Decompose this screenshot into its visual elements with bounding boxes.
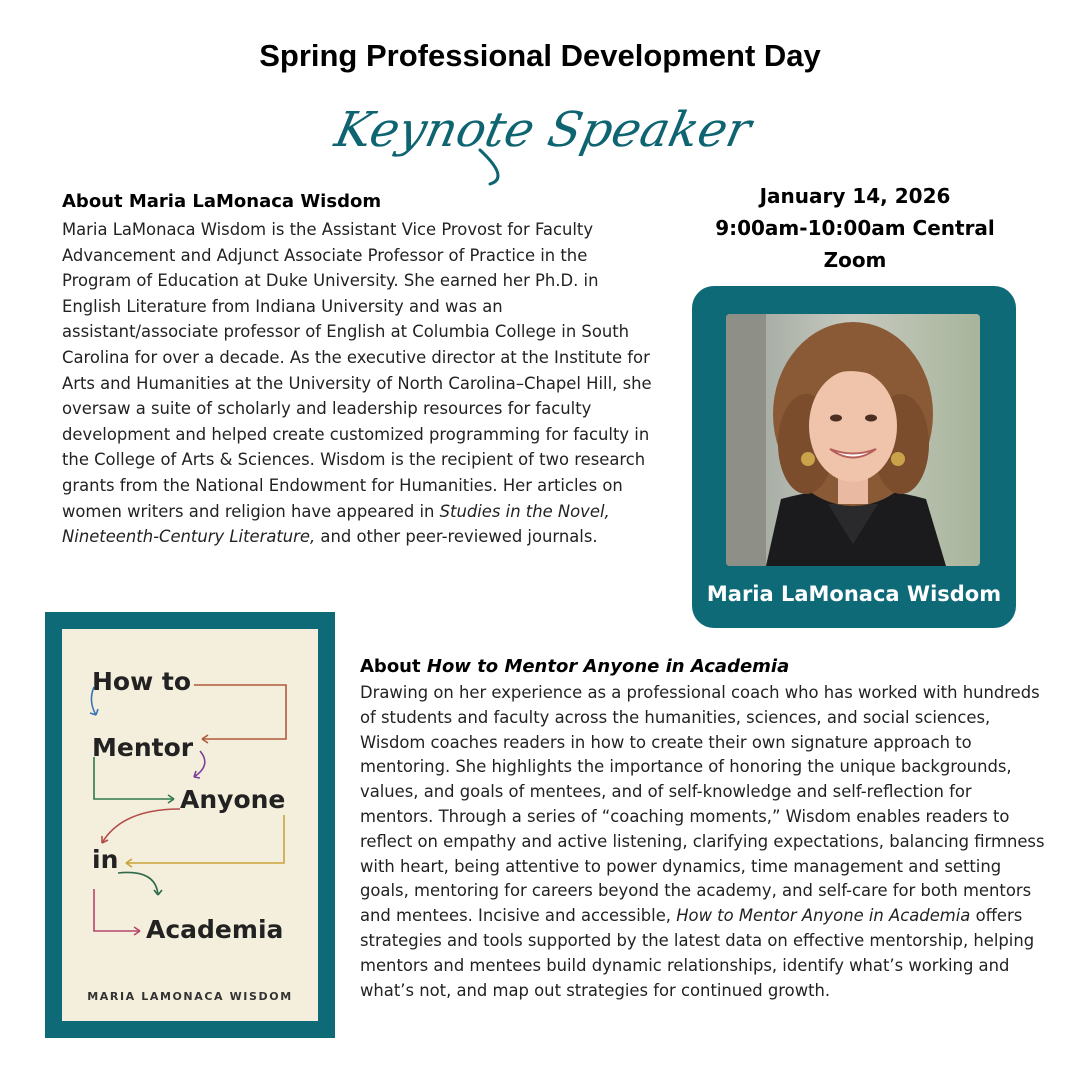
book-word-anyone: Anyone — [180, 785, 286, 814]
bio-main: Maria LaMonaca Wisdom is the Assistant Vice Provost for Faculty Advancement and Adjunct Associate Professor of Practice in the Program of Education at Duke University. She earned her Ph.D. in English Literature from Indiana University and was an assistant/associate professor of English at Columbia College in South Carolina for over a decade. As the executive director at the Institute for Arts and Humanities at the University of North Carolina–Chapel Hill, she oversaw a suite of scholarly and leadership resources for faculty development and helped create customized programming for faculty in the College of Arts & Sciences. Wisdom is the recipient of two research grants from the National Endowment for Humanities. Her articles on women writers and religion have appeared in — [62, 220, 652, 521]
keynote-speaker-script-title — [330, 88, 756, 188]
book-word-in: in — [92, 845, 119, 874]
about-speaker-heading: About Maria LaMonaca Wisdom — [62, 191, 382, 212]
book-author: MARIA LAMONACA WISDOM — [87, 990, 293, 1003]
speaker-photo-card — [692, 286, 1016, 628]
keynote-speaker-text: Keynote Speaker — [330, 102, 756, 158]
speaker-photo — [726, 314, 980, 566]
page-title: Spring Professional Development Day — [259, 38, 821, 73]
book-desc-start: Drawing on her experience as a professional coach who has worked with hundreds of students and faculty across the humanities, sciences, and social sciences, Wisdom coaches readers in how to create their own signature approach to mentoring. She highlights the importance of honoring the unique backgrounds, values, and goals of mentees, and of self-knowledge and self-reflection for mentors. Through a series of “coaching moments,” Wisdom enables readers to reflect on empathy and active listening, clarifying expectations, balancing firmness with heart, being attentive to power dynamics, time management and setting goals, mentoring for careers beyond the academy, and self-care for both mentors and mentees. Incisive and accessible, — [360, 683, 1045, 926]
event-time: 9:00am-10:00am Central — [715, 216, 995, 240]
event-location: Zoom — [823, 248, 887, 272]
about-book-heading — [360, 656, 789, 677]
bio-end: and other peer-reviewed journals. — [315, 527, 598, 547]
about-book-heading-prefix: About — [360, 656, 427, 677]
book-word-how-to: How to — [92, 667, 192, 696]
book-cover — [62, 629, 318, 1021]
book-word-academia: Academia — [146, 915, 284, 944]
book-cover-frame — [45, 612, 335, 1038]
speaker-bio — [62, 217, 652, 550]
bio-journals: Studies in the Novel, Nineteenth-Century Literature, — [62, 501, 610, 547]
speaker-name-caption: Maria LaMonaca Wisdom — [706, 582, 1002, 606]
book-description — [360, 681, 1050, 1003]
book-desc-end: offers strategies and tools supported by the latest data on effective mentorship, helping mentors and mentees build dynamic relationships, identify what’s working and what’s not, and map out strategies for continued growth. — [360, 906, 1035, 1000]
event-date: January 14, 2026 — [759, 184, 951, 208]
book-word-mentor: Mentor — [92, 733, 194, 762]
about-book-heading-title: How to Mentor Anyone in Academia — [426, 656, 790, 677]
book-desc-title: How to Mentor Anyone in Academia — [676, 906, 971, 926]
